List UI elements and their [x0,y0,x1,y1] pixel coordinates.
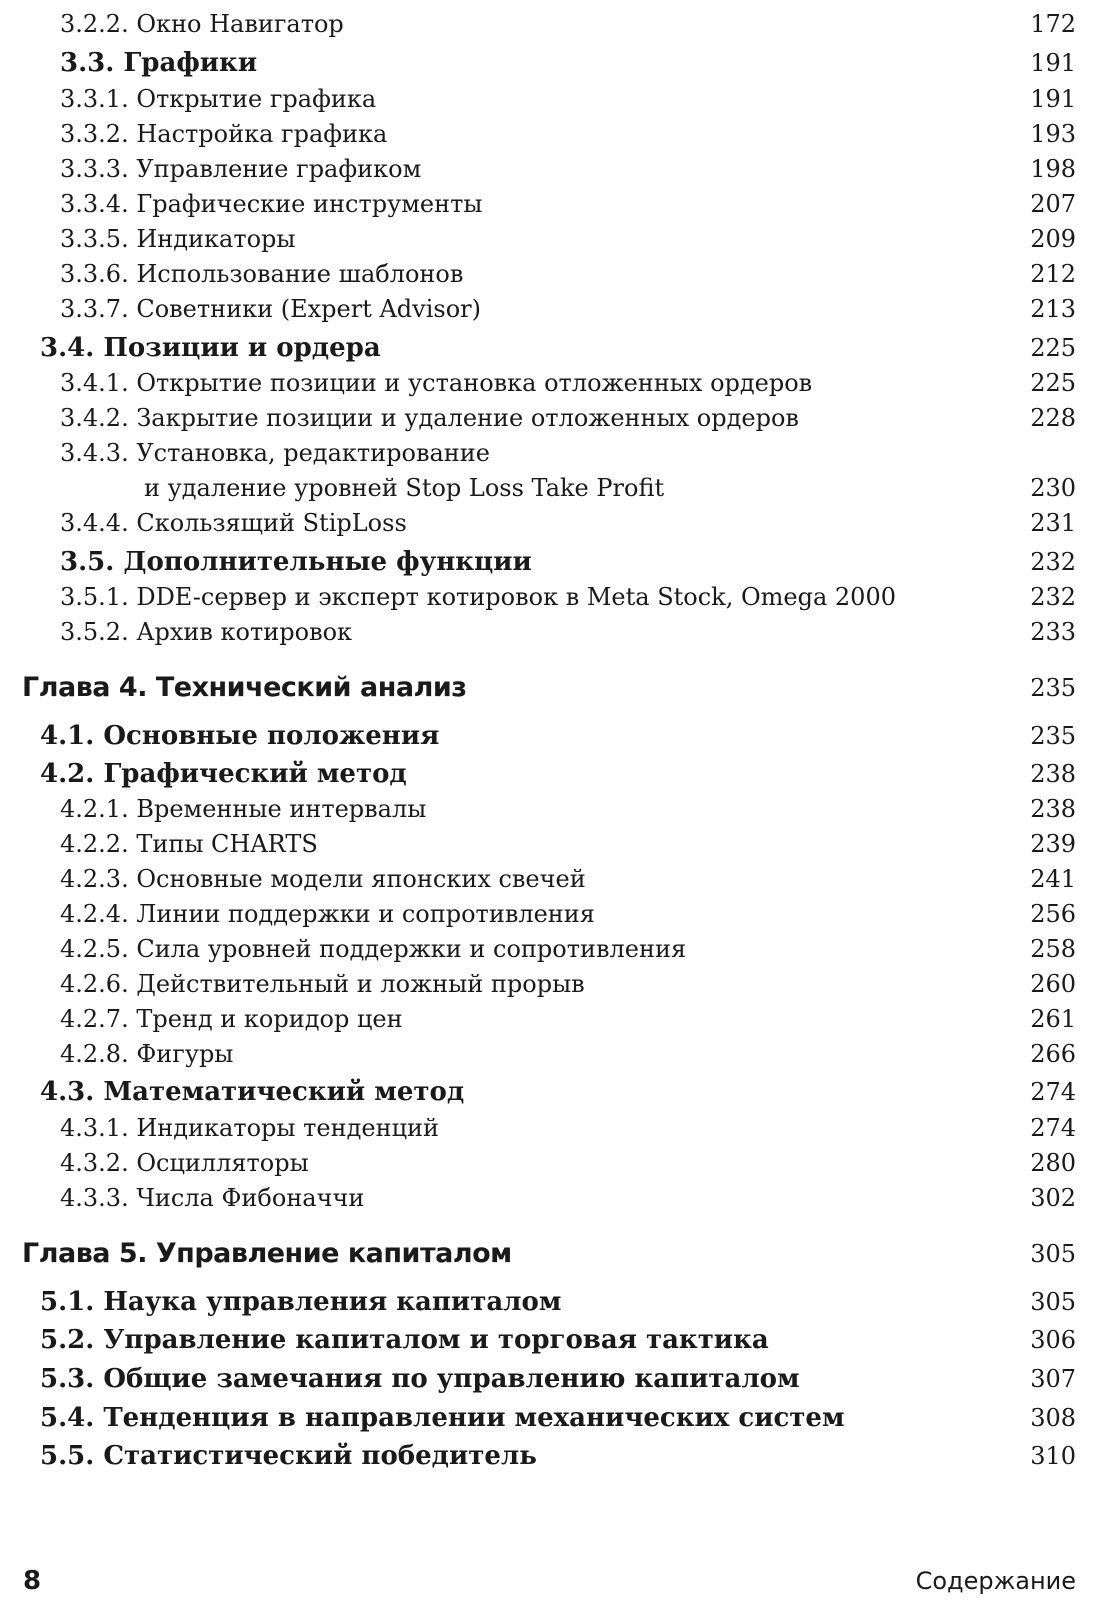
toc-section [0,1075,1102,1109]
toc-section [0,1362,1102,1396]
toc-entry-label: 3.5. Дополнительные функции [60,547,532,577]
toc-page-number: 274 [1030,1114,1076,1142]
toc-subsection [0,257,1102,291]
toc-entry-label: 5.1. Наука управления капиталом [40,1287,562,1317]
toc-entry-continuation: и удаление уровней Stop Loss Take Profit [144,474,665,502]
toc-entry-label: 4.3.3. Числа Фибоначчи [60,1184,365,1212]
toc-subsection [0,292,1102,326]
toc-section [0,331,1102,365]
toc-entry-label: 4.1. Основные положения [40,721,440,751]
toc-entry-label: 3.4.3. Установка, редактирование [60,439,490,467]
toc-entry-label: 5.5. Статистический победитель [40,1441,537,1471]
toc-entry-label: 4.2.3. Основные модели японских свечей [60,865,586,893]
toc-page-number: 258 [1030,935,1076,963]
toc-subsection [0,187,1102,221]
toc-page-number: 191 [1030,49,1076,77]
toc-entry-label: 4.2.2. Типы CHARTS [60,830,318,858]
toc-entry-label: 3.3.5. Индикаторы [60,225,296,253]
toc-subsection [0,1002,1102,1036]
toc-section [0,1285,1102,1319]
page-number: 8 [23,1566,42,1596]
toc-page-number: 238 [1030,795,1076,823]
toc-entry-label: 4.2.5. Сила уровней поддержки и сопротивления [60,935,687,963]
toc-subsection [0,897,1102,931]
toc-page-number: 274 [1030,1078,1076,1106]
toc-subsection [0,82,1102,116]
toc-entry-label: 4.2.8. Фигуры [60,1040,234,1068]
toc-page-number: 307 [1030,1365,1076,1393]
toc-section [0,1323,1102,1357]
running-title: Содержание [915,1567,1076,1595]
toc-page-number: 235 [1030,674,1076,702]
toc-entry-label: 4.2.4. Линии поддержки и сопротивления [60,900,595,928]
toc-section [0,1439,1102,1473]
toc-page-number: 310 [1030,1442,1076,1470]
toc-page-number: 306 [1030,1326,1076,1354]
toc-page-number: 232 [1030,583,1076,611]
toc-subsection [0,7,1102,41]
toc-page-number: 266 [1030,1040,1076,1068]
toc-subsection [0,1111,1102,1145]
toc-subsection [0,862,1102,896]
toc-entry-label: 3.4. Позиции и ордера [40,333,381,363]
toc-entry-label: 3.4.4. Скользящий StipLoss [60,509,407,537]
toc-entry-label: 3.3. Графики [60,48,258,78]
toc-page-number: 172 [1030,10,1076,38]
toc-page-number: 308 [1030,1404,1076,1432]
toc-entry-label: 3.3.2. Настройка графика [60,120,388,148]
toc-subsection [0,117,1102,151]
toc-subsection [0,152,1102,186]
toc-subsection [0,222,1102,256]
toc-page-number: 305 [1030,1240,1076,1268]
toc-page-number: 233 [1030,618,1076,646]
toc-subsection [0,1181,1102,1215]
toc-page-number: 198 [1030,155,1076,183]
toc-section [0,46,1102,80]
toc-subsection [0,932,1102,966]
toc-entry-label: 5.4. Тенденция в направлении механических систем [40,1403,845,1433]
toc-entry-label: 5.2. Управление капиталом и торговая тактика [40,1325,769,1355]
toc-page-number: 231 [1030,509,1076,537]
toc-entry-label: 5.3. Общие замечания по управлению капиталом [40,1364,800,1394]
toc-entry-label: 4.3. Математический метод [40,1077,465,1107]
toc-subsection [0,1146,1102,1180]
toc-page-number: 280 [1030,1149,1076,1177]
toc-entry-label: 4.3.1. Индикаторы тенденций [60,1114,440,1142]
toc-page-number: 261 [1030,1005,1076,1033]
toc-entry-label: 3.3.3. Управление графиком [60,155,422,183]
toc-page-number: 212 [1030,260,1076,288]
toc-page-number: 302 [1030,1184,1076,1212]
toc-page-number: 230 [1030,474,1076,502]
toc-subsection [0,792,1102,826]
toc-entry-label: 4.2. Графический метод [40,759,407,789]
toc-chapter [0,671,1102,705]
toc-page-number: 256 [1030,900,1076,928]
toc-subsection [0,1037,1102,1071]
toc-page-number: 239 [1030,830,1076,858]
toc-section [0,757,1102,791]
toc-section [0,1401,1102,1435]
toc-entry-label: 3.3.6. Использование шаблонов [60,260,464,288]
toc-entry-label: 3.4.2. Закрытие позиции и удаление отложенных ордеров [60,404,799,432]
page-footer [0,1563,1102,1599]
toc-entry-label: 3.5.1. DDE-сервер и эксперт котировок в Meta Stock, Omega 2000 [60,583,896,611]
toc-page-number: 225 [1030,369,1076,397]
toc-page-number: 241 [1030,865,1076,893]
toc-page-number: 213 [1030,295,1076,323]
toc-section [0,545,1102,579]
toc-page-number: 232 [1030,548,1076,576]
toc-page-number: 207 [1030,190,1076,218]
toc-page-number: 225 [1030,334,1076,362]
toc-subsection [0,401,1102,435]
toc-entry-label: 3.2.2. Окно Навигатор [60,10,344,38]
toc-subsection [0,366,1102,400]
toc-entry-label: 4.2.1. Временные интервалы [60,795,427,823]
toc-subsection [0,967,1102,1001]
toc-entry-label: 3.3.7. Советники (Expert Advisor) [60,295,482,323]
toc-section [0,719,1102,753]
toc-chapter [0,1237,1102,1271]
toc-page-number: 209 [1030,225,1076,253]
toc-page-number: 193 [1030,120,1076,148]
toc-entry-label: 4.2.7. Тренд и коридор цен [60,1005,403,1033]
toc-entry-label: 3.4.1. Открытие позиции и установка отложенных ордеров [60,369,813,397]
toc-page-number: 260 [1030,970,1076,998]
toc-subsection [0,436,1102,502]
toc-page-number: 235 [1030,722,1076,750]
toc-entry-label: 3.3.1. Открытие графика [60,85,377,113]
toc-entry-label: Глава 4. Технический анализ [22,672,467,703]
toc-subsection [0,506,1102,540]
toc-entry-label: 3.5.2. Архив котировок [60,618,353,646]
toc-subsection [0,827,1102,861]
toc-subsection [0,615,1102,649]
toc-page-number: 228 [1030,404,1076,432]
toc-page-number: 305 [1030,1288,1076,1316]
toc-page-number: 191 [1030,85,1076,113]
toc-subsection [0,580,1102,614]
toc-entry-label: 3.3.4. Графические инструменты [60,190,483,218]
toc-page-number: 238 [1030,760,1076,788]
toc-entry-label: 4.3.2. Осцилляторы [60,1149,309,1177]
toc-entry-label: Глава 5. Управление капиталом [22,1238,512,1269]
toc-entry-label: 4.2.6. Действительный и ложный прорыв [60,970,585,998]
